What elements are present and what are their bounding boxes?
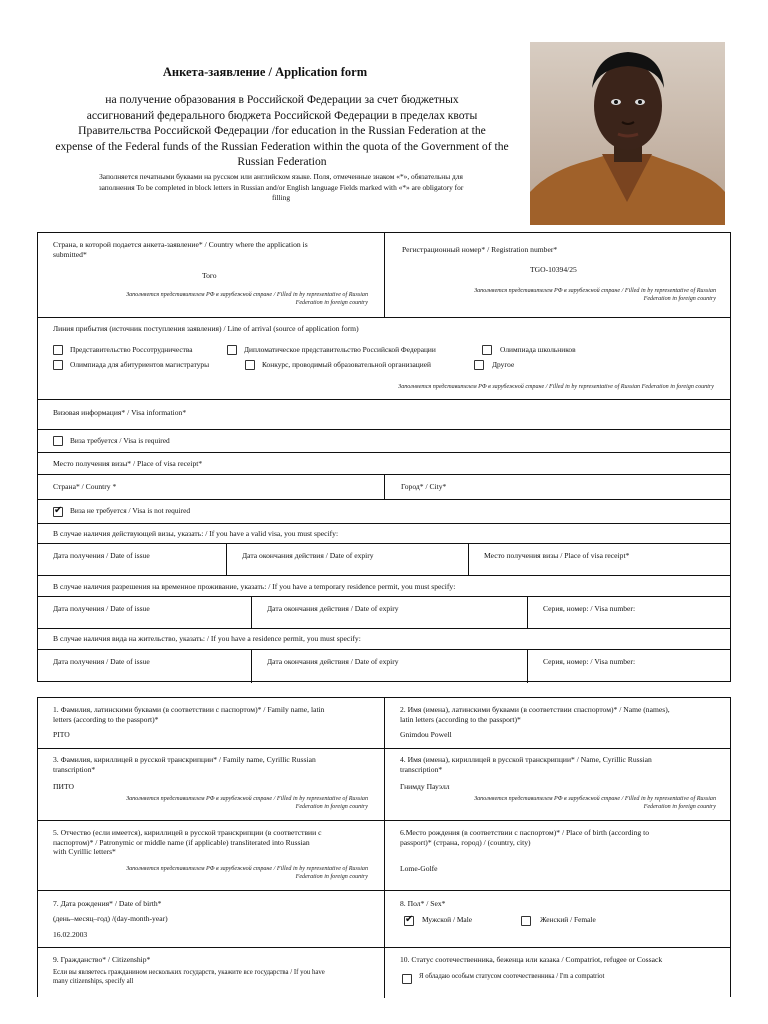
- valid-visa-label: В случае наличия действующей визы, указать: / If you have a valid visa, you must specify:: [53, 529, 339, 538]
- form-instructions: Заполняется печатными буквами на русском или английском языке. Поля, отмеченные знаком «*», обязательны для заполнения To be completed in block letters in Russian and/or English language Fields marked with «*» are obligatory for filling: [98, 172, 464, 202]
- country-label: Страна, в которой подается анкета-заявление* / Country where the application is submitted*: [53, 240, 308, 259]
- arrival-option-checkbox[interactable]: [227, 345, 237, 355]
- form-title: Анкета-заявление / Application form: [162, 65, 368, 79]
- given-name-latin-label: 2. Имя (имена), латинскими буквами (в соответствии спаспортом)* / Name (names), latin letters (according to the passport)*: [400, 705, 670, 724]
- applicant-photo: [530, 42, 725, 225]
- visa-required-label: Виза требуется / Visa is required: [70, 436, 170, 445]
- visa-required-row: [38, 430, 730, 453]
- date-issue-label: Дата получения / Date of issue: [53, 604, 150, 613]
- arrival-option-label: Конкурс, проводимый образовательной организацией: [262, 360, 431, 369]
- representative-note: Заполняется представителем РФ в зарубежной стране / Filled in by representative of Russian Federation in foreign country: [474, 796, 716, 810]
- visa-city-label: Город* / City*: [401, 482, 447, 491]
- family-name-latin-value[interactable]: PITO: [53, 730, 70, 739]
- citizenship-cell: [38, 948, 384, 998]
- arrival-label: Линия прибытия (источник поступления заявления) / Line of arrival (source of application form): [53, 324, 359, 333]
- compatriot-status-label: 10. Статус соотечественника, беженца или казака / Compatriot, refugee or Cossack: [400, 955, 663, 964]
- visa-place-row: [38, 453, 730, 475]
- valid-visa-row: [38, 524, 730, 544]
- birthdate-format: (день–месяц–год) /(day-month-year): [53, 914, 168, 923]
- birthplace-label: 6.Место рождения (в соответствии с паспортом)* / Place of birth (according to passport)* (страна, город) / (country, city): [400, 828, 650, 847]
- family-name-cyrillic-label: 3. Фамилия, кириллицей в русской транскрипции* / Family name, Cyrillic Russian transcription*: [53, 755, 316, 774]
- citizenship-note: Если вы являетесь гражданином нескольких государств, укажите все государства / If you have many citizenships, specify all: [53, 969, 325, 985]
- visa-date-expiry-cell[interactable]: [226, 544, 468, 575]
- arrival-option-checkbox[interactable]: [53, 345, 63, 355]
- representative-note: Заполняется представителем РФ в зарубежной стране / Filled in by representative of Russian Federation in foreign country: [126, 866, 368, 880]
- place-receipt-label: Место получения визы / Place of visa receipt*: [484, 551, 630, 560]
- citizenship-label: 9. Гражданство* / Citizenship*: [53, 955, 151, 964]
- series-number-label: Серия, номер: / Visa number:: [543, 657, 636, 666]
- arrival-option-label: Олимпиада для абитуриентов магистратуры: [70, 360, 210, 369]
- date-issue-label: Дата получения / Date of issue: [53, 657, 150, 666]
- registration-cell: [384, 233, 730, 317]
- res-date-expiry-cell[interactable]: [251, 650, 527, 683]
- arrival-option-checkbox[interactable]: [53, 360, 63, 370]
- country-registration-row: [38, 233, 730, 318]
- temp-date-issue-cell[interactable]: [38, 597, 251, 628]
- representative-note: Заполняется представителем РФ в зарубежной стране / Filled in by representative of Russian Federation in foreign country: [474, 288, 716, 302]
- birthplace-cell: [384, 821, 730, 890]
- patronymic-cell: [38, 821, 384, 890]
- valid-visa-fields-row: [38, 544, 730, 576]
- arrival-row: [38, 318, 730, 400]
- res-series-number-cell[interactable]: [527, 650, 730, 683]
- country-cell: [38, 233, 384, 317]
- visa-required-checkbox[interactable]: [53, 436, 63, 446]
- country-value[interactable]: Того: [202, 271, 217, 280]
- citizenship-status-row: [38, 948, 730, 998]
- sex-female-label: Женский / Female: [540, 915, 596, 924]
- patronymic-birthplace-row: [38, 821, 730, 891]
- birthdate-value[interactable]: 16.02.2003: [53, 930, 88, 939]
- visa-country-cell[interactable]: [38, 475, 384, 499]
- arrival-option-checkbox[interactable]: [482, 345, 492, 355]
- compatriot-checkbox[interactable]: [402, 974, 412, 984]
- date-expiry-label: Дата окончания действия / Date of expiry: [267, 657, 399, 666]
- given-name-cyrillic-cell: [384, 749, 730, 820]
- arrival-option-label: Другое: [492, 360, 515, 369]
- visa-country-label: Страна* / Country *: [53, 482, 117, 491]
- sex-male-checkbox[interactable]: [404, 916, 414, 926]
- family-name-cyrillic-cell: [38, 749, 384, 820]
- visa-country-city-row: [38, 475, 730, 500]
- compatriot-status-cell: [384, 948, 730, 998]
- given-name-cyrillic-value[interactable]: Гнимду Пауэлл: [400, 782, 450, 791]
- compatriot-option-label: Я обладаю особым статусом соотечественника / I'm a compatriot: [419, 973, 605, 980]
- sex-label: 8. Пол* / Sex*: [400, 899, 446, 908]
- application-info-table: [37, 232, 731, 682]
- temp-permit-fields-row: [38, 597, 730, 629]
- visa-not-required-row: [38, 500, 730, 524]
- page-cut: [37, 988, 731, 989]
- arrival-option-label: Олимпиада школьников: [500, 345, 576, 354]
- res-date-issue-cell[interactable]: [38, 650, 251, 683]
- temp-permit-label: В случае наличия разрешения на временное проживание, указать: / If you have a temporary residence permit, you must specify:: [53, 582, 456, 591]
- date-expiry-label: Дата окончания действия / Date of expiry: [267, 604, 399, 613]
- visa-not-required-label: Виза не требуется / Visa is not required: [70, 506, 191, 515]
- name-cyrillic-row: [38, 749, 730, 821]
- form-subtitle: на получение образования в Российской Федерации за счет бюджетных ассигнований федерального бюджета Российской Федерации в пределах квоты Правительства Российской Федерации /for education in the Russian Federation at the expense of the Federal funds of the Russian Federation within the quota of the Government of the Russian Federation: [55, 93, 509, 168]
- temp-permit-row: [38, 576, 730, 597]
- arrival-option-checkbox[interactable]: [474, 360, 484, 370]
- birthplace-value[interactable]: Lome-Golfe: [400, 864, 438, 873]
- sex-cell: [384, 891, 730, 947]
- representative-note: Заполняется представителем РФ в зарубежной стране / Filled in by representative of Russian Federation in foreign country: [126, 292, 368, 306]
- patronymic-label: 5. Отчество (если имеется), кириллицей в русской транскрипции (в соответствии с паспортом)* / Patronymic or middle name (if applicable) transliterated into Russian with Cyrillic letters*: [53, 828, 322, 856]
- given-name-cyrillic-label: 4. Имя (имена), кириллицей в русской транскрипции* / Name, Cyrillic Russian transcription*: [400, 755, 652, 774]
- name-latin-row: [38, 698, 730, 749]
- visa-city-cell[interactable]: [384, 475, 730, 499]
- registration-label: Регистрационный номер* / Registration number*: [402, 245, 558, 254]
- date-expiry-label: Дата окончания действия / Date of expiry: [242, 551, 374, 560]
- family-name-cyrillic-value[interactable]: ПИТО: [53, 782, 74, 791]
- birthdate-sex-row: [38, 891, 730, 948]
- family-name-latin-cell: [38, 698, 384, 748]
- sex-female-checkbox[interactable]: [521, 916, 531, 926]
- arrival-option-label: Дипломатическое представительство Российской Федерации: [244, 345, 436, 354]
- arrival-option-checkbox[interactable]: [245, 360, 255, 370]
- residence-permit-row: [38, 629, 730, 650]
- personal-info-table: [37, 697, 731, 997]
- series-number-label: Серия, номер: / Visa number:: [543, 604, 636, 613]
- residence-permit-fields-row: [38, 650, 730, 683]
- arrival-option-label: Представительство Россотрудничества: [70, 345, 193, 354]
- visa-date-issue-cell[interactable]: [38, 544, 226, 575]
- temp-date-expiry-cell[interactable]: [251, 597, 527, 628]
- family-name-latin-label: 1. Фамилия, латинскими буквами (в соответствии с паспортом)* / Family name, latin letters (according to the passport)*: [53, 705, 325, 724]
- visa-place-receipt-cell[interactable]: [468, 544, 730, 575]
- given-name-latin-cell: [384, 698, 730, 748]
- birthdate-cell: [38, 891, 384, 947]
- visa-not-required-checkbox[interactable]: [53, 507, 63, 517]
- registration-value[interactable]: TGO-10394/25: [530, 265, 577, 274]
- representative-note: Заполняется представителем РФ в зарубежной стране / Filled in by representative of Russian Federation in foreign country: [126, 796, 368, 810]
- visa-place-label: Место получения визы* / Place of visa receipt*: [53, 459, 203, 468]
- residence-permit-label: В случае наличия вида на жительство, указать: / If you have a residence permit, you must specify:: [53, 634, 361, 643]
- visa-info-label: Визовая информация* / Visa information*: [53, 408, 187, 417]
- representative-note: Заполняется представителем РФ в зарубежной стране / Filled in by representative of Russian Federation in foreign country: [398, 384, 714, 390]
- given-name-latin-value[interactable]: Gnimdou Powell: [400, 730, 452, 739]
- birthdate-label: 7. Дата рождения* / Date of birth*: [53, 899, 162, 908]
- visa-info-row: [38, 400, 730, 430]
- date-issue-label: Дата получения / Date of issue: [53, 551, 150, 560]
- sex-male-label: Мужской / Male: [422, 915, 473, 924]
- temp-series-number-cell[interactable]: [527, 597, 730, 628]
